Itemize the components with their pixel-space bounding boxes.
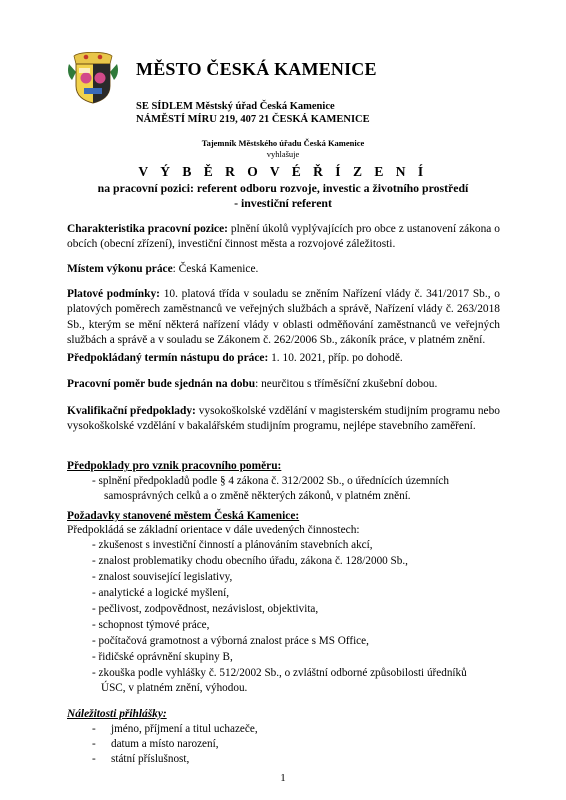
requirements-label: Požadavky stanovené městem Česká Kamenice:: [67, 510, 300, 522]
requirement-item: - pečlivost, zodpovědnost, nezávislost, objektivita,: [92, 603, 319, 615]
workplace-label: Místem výkonu práce: [67, 263, 173, 275]
application-item: státní příslušnost,: [111, 753, 190, 765]
requirement-item: - znalost problematiky chodu obecního úřadu, zákona č. 128/2000 Sb.,: [92, 555, 408, 567]
requirement-item: - schopnost týmové práce,: [92, 619, 210, 631]
requirement-item: - zkouška podle vyhlášky č. 512/2002 Sb., o zvláštní odborné způsobilosti úředníků: [92, 667, 467, 679]
coat-of-arms-logo: [66, 52, 120, 104]
application-item: jméno, příjmení a titul uchazeče,: [111, 723, 258, 735]
workplace-paragraph: [67, 262, 500, 277]
application-item: datum a místo narození,: [111, 738, 219, 750]
contract-label: Pracovní poměr bude sjednán na dobu: [67, 378, 256, 390]
requirements-heading: [67, 510, 299, 522]
start-label: Předpokládaný termín nástupu do práce:: [67, 352, 269, 364]
requirement-item: - počítačová gramotnost a výborná znalost práce s MS Office,: [92, 635, 369, 647]
workplace-text: : Česká Kamenice.: [172, 263, 259, 275]
salary-paragraph: [67, 287, 500, 349]
town-title: MĚSTO ČESKÁ KAMENICE: [136, 59, 377, 79]
application-item-dash: -: [92, 738, 96, 750]
requirements-intro: Předpokládá se základní orientace v dále uvedených činnostech:: [67, 524, 360, 536]
characteristics-paragraph: [67, 222, 500, 253]
qualification-paragraph: [67, 404, 500, 435]
application-item-dash: -: [92, 753, 96, 765]
characteristics-label: Charakteristika pracovní pozice:: [67, 223, 228, 235]
qualification-label: Kvalifikační předpoklady:: [67, 405, 196, 417]
prerequisites-label: Předpoklady pro vznik pracovního poměru:: [67, 460, 282, 472]
contract-text: : neurčitou s tříměsíční zkušební dobou.: [255, 378, 438, 390]
tender-title: V Ý B Ě R O V É Ř Í Z E N Í: [138, 164, 428, 179]
characteristics-text: plnění úkolů vyplývajících pro obce z ustanovení zákona o obcích (obecní zřízení), investiční činnost města a rozvojové záležitosti.: [67, 223, 500, 251]
application-label: Náležitosti přihlášky:: [67, 708, 167, 720]
announces-line: vyhlašuje: [266, 149, 300, 159]
prerequisites-item-line-1: - splnění předpokladů podle § 4 zákona č. 312/2002 Sb., o úřednících územních: [92, 475, 449, 487]
seat-line-2: NÁMĚSTÍ MÍRU 219, 407 21 ČESKÁ KAMENICE: [136, 114, 370, 125]
qualification-text: vysokoškolské vzdělání v magisterském studijním programu nebo vysokoškolské vzdělání v bakalářském studijním programu, nejlépe stavebního zaměření.: [67, 405, 500, 433]
position-line-2: - investiční referent: [234, 196, 332, 210]
salary-label: Platové podmínky:: [67, 288, 160, 300]
requirement-item-continuation: ÚSC, v platném znění, výhodou.: [101, 682, 248, 694]
requirement-item: - analytické a logické myšlení,: [92, 587, 229, 599]
requirement-item: - zkušenost s investiční činností a plánováním stavebních akcí,: [92, 539, 373, 551]
start-paragraph: [67, 351, 500, 366]
position-line-1: na pracovní pozici: referent odboru rozvoje, investic a životního prostředí: [97, 181, 469, 195]
page-number: 1: [280, 772, 286, 784]
seat-line-1: SE SÍDLEM Městský úřad Česká Kamenice: [136, 101, 335, 112]
requirement-item: - řidičské oprávnění skupiny B,: [92, 651, 233, 663]
prerequisites-item-line-2: samosprávných celků a o změně některých zákonů, v platném znění.: [104, 490, 411, 502]
prerequisites-heading: [67, 460, 281, 472]
start-text: 1. 10. 2021, příp. po dohodě.: [268, 352, 403, 364]
secretary-line: Tajemník Městského úřadu Česká Kamenice: [201, 138, 365, 148]
contract-paragraph: [67, 377, 500, 392]
application-heading: [67, 708, 167, 720]
application-item-dash: -: [92, 723, 96, 735]
salary-text: 10. platová třída v souladu se zněním Nařízení vlády č. 341/2017 Sb., o platových poměrech zaměstnanců ve veřejných službách a správě, Nařízení vlády č. 263/2018 Sb., kterým se mění některá nařízení vlády v oblasti odměňování zaměstnanců ve veřejných službách a správě a v souladu se Zákonem č. 262/2006 Sb., zákoník práce, v platném znění.: [67, 288, 500, 347]
requirement-item: - znalost související legislativy,: [92, 571, 233, 583]
